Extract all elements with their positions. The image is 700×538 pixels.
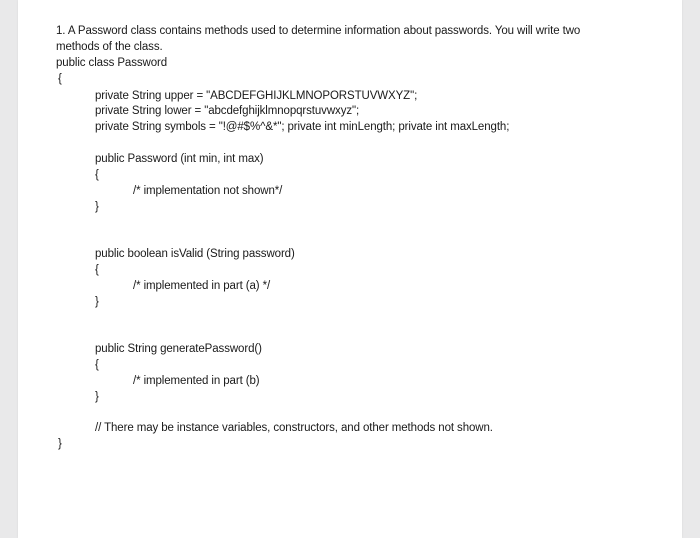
constructor-comment: /* implementation not shown*/ <box>133 185 283 197</box>
constructor-signature: public Password (int min, int max) <box>95 153 264 165</box>
class-close-brace: } <box>58 438 62 450</box>
isvalid-close-brace: } <box>95 296 99 308</box>
field-symbols: private String symbols = "!@#$%^&*"; private int minLength; private int maxLength; <box>95 121 510 133</box>
generate-password-close-brace: } <box>95 391 99 403</box>
intro-line-1: 1. A Password class contains methods used to determine information about passwords. You will write two <box>56 25 581 37</box>
document-page <box>18 0 682 538</box>
intro-line-2: methods of the class. <box>56 41 163 53</box>
trailing-comment: // There may be instance variables, constructors, and other methods not shown. <box>95 422 493 434</box>
isvalid-open-brace: { <box>95 264 99 276</box>
generate-password-signature: public String generatePassword() <box>95 343 262 355</box>
constructor-close-brace: } <box>95 201 99 213</box>
generate-password-open-brace: { <box>95 359 99 371</box>
generate-password-comment: /* implemented in part (b) <box>133 375 260 387</box>
isvalid-signature: public boolean isValid (String password) <box>95 248 295 260</box>
isvalid-comment: /* implemented in part (a) */ <box>133 280 271 292</box>
field-upper: private String upper = "ABCDEFGHIJKLMNOPORSTUVWXYZ"; <box>95 90 418 102</box>
field-lower: private String lower = "abcdefghijklmnopqrstuvwxyz"; <box>95 105 360 117</box>
class-declaration: public class Password <box>56 57 168 69</box>
class-open-brace: { <box>58 73 62 85</box>
constructor-open-brace: { <box>95 169 99 181</box>
